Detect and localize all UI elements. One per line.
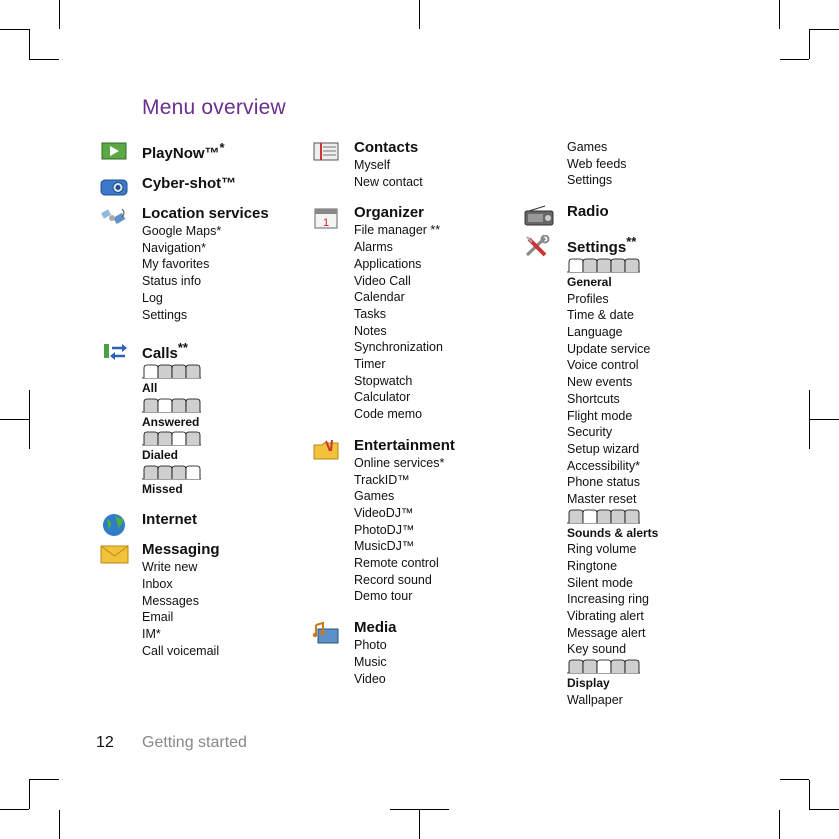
menu-item: Time & date (567, 308, 634, 323)
menu-heading-label: Location services (142, 205, 269, 222)
svg-text:1: 1 (322, 217, 330, 230)
menu-item: Call voicemail (142, 643, 220, 658)
menu-item: Increasing ring (567, 592, 649, 607)
tab-strip-graphic (142, 398, 202, 413)
menu-item: Setup wizard (567, 441, 640, 456)
calendar-icon (312, 206, 342, 228)
menu-item: Timer (354, 357, 386, 372)
calls-icon (100, 341, 130, 363)
menu-item: MusicDJ™ (354, 539, 415, 554)
menu-item: Message alert (567, 625, 646, 640)
menu-heading-label: Cyber-shot™ (142, 175, 237, 192)
tab-strip-graphic (142, 465, 202, 480)
menu-heading-label: Contacts (354, 139, 419, 156)
tab-strip-icon (142, 363, 342, 380)
menu-heading-label: Entertainment (354, 436, 455, 454)
menu-item: Settings (567, 173, 613, 188)
menu-item: PhotoDJ™ (354, 522, 415, 537)
menu-item: Status info (142, 274, 202, 289)
menu-heading-label: PlayNow™ (142, 145, 220, 162)
menu-item: Music (354, 654, 387, 669)
menu-section (354, 437, 554, 605)
menu-item: Ringtone (567, 558, 618, 573)
menu-item: Messages (142, 593, 199, 608)
menu-section (142, 175, 342, 193)
tab-strip-icon (567, 658, 767, 675)
tools-icon (523, 235, 553, 257)
menu-heading-label: Messaging (142, 541, 220, 559)
tab-strip-icon (567, 508, 767, 525)
menu-heading-label: Radio (567, 203, 609, 221)
media-icon (312, 621, 342, 643)
availability-marker: ** (626, 234, 637, 250)
menu-heading (354, 139, 554, 157)
menu-item: New contact (354, 174, 423, 189)
menu-item: Update service (567, 341, 651, 356)
menu-heading (567, 203, 767, 221)
menu-item: Key sound (567, 642, 627, 657)
menu-item: Google Maps* (142, 224, 222, 238)
radio-icon (523, 205, 553, 227)
submenu-tab-label: General (567, 274, 612, 289)
menu-item: Code memo (354, 407, 423, 422)
tab-strip-icon (142, 464, 342, 481)
folder-icon (312, 439, 342, 461)
menu-heading (354, 437, 554, 455)
menu-item: Games (354, 489, 395, 504)
tab-strip-graphic (142, 364, 202, 379)
camera-icon (100, 177, 130, 199)
menu-item: VideoDJ™ (354, 505, 414, 520)
menu-item: Flight mode (567, 408, 633, 423)
submenu-tab-label: Sounds & alerts (567, 525, 659, 540)
menu-heading (142, 541, 342, 559)
menu-item: Log (142, 290, 163, 305)
menu-item: Myself (354, 158, 391, 172)
menu-heading (142, 511, 342, 529)
menu-item: Navigation* (142, 240, 206, 255)
menu-item: Remote control (354, 556, 439, 571)
contacts-icon (312, 141, 342, 163)
menu-heading-label: Organizer (354, 204, 425, 222)
availability-marker: * (219, 140, 225, 155)
menu-item: Online services* (354, 455, 445, 470)
menu-item: Applications (354, 256, 422, 271)
menu-section (567, 203, 767, 221)
menu-item: Wallpaper (567, 692, 623, 707)
submenu-tab-label: Dialed (142, 448, 179, 463)
menu-item: Synchronization (354, 340, 443, 355)
menu-item: Video Call (354, 273, 411, 288)
menu-item: Video (354, 671, 386, 686)
menu-item: Stopwatch (354, 373, 413, 388)
menu-heading-label: Internet (142, 511, 198, 529)
menu-heading (354, 619, 554, 637)
menu-heading-label: Calls (142, 345, 178, 363)
menu-section (567, 233, 767, 708)
menu-item: Email (142, 610, 174, 625)
tab-strip-graphic (567, 258, 641, 273)
menu-section (567, 139, 767, 189)
tab-strip-icon (142, 397, 342, 414)
envelope-icon (100, 543, 130, 565)
menu-item: Ring volume (567, 542, 637, 557)
menu-item: Shortcuts (567, 391, 620, 406)
menu-heading-label: Settings (567, 239, 627, 257)
menu-item: Settings (142, 307, 188, 322)
tab-strip-graphic (142, 431, 202, 446)
menu-item: My favorites (142, 257, 210, 272)
chapter-title: Getting started (142, 734, 247, 751)
menu-heading (142, 339, 342, 363)
tab-strip-graphic (567, 659, 641, 674)
menu-column-3 (567, 139, 767, 708)
tab-strip-graphic (567, 509, 641, 524)
globe-icon (100, 513, 130, 535)
satellite-icon (100, 207, 130, 229)
menu-section (142, 339, 342, 497)
menu-section (354, 619, 554, 687)
menu-item: Tasks (354, 306, 386, 321)
menu-item: Language (567, 325, 623, 340)
menu-item: Games (567, 140, 608, 154)
menu-item: File manager ** (354, 223, 441, 238)
page-number: 12 (96, 734, 114, 751)
menu-item: Phone status (567, 475, 640, 490)
menu-item: Inbox (142, 576, 173, 591)
menu-item: Silent mode (567, 575, 634, 590)
menu-item: Accessibility* (567, 458, 640, 473)
tab-strip-icon (567, 257, 767, 274)
availability-marker: ** (177, 340, 188, 356)
play-icon (100, 141, 130, 163)
menu-item: Record sound (354, 572, 432, 587)
menu-item: Master reset (567, 492, 637, 507)
submenu-tab-label: All (142, 381, 158, 396)
menu-item: IM* (142, 627, 161, 642)
submenu-tab-label: Answered (142, 414, 200, 429)
menu-item: Security (567, 425, 613, 440)
menu-item: New events (567, 375, 633, 390)
menu-section (354, 139, 554, 190)
submenu-tab-label: Display (567, 675, 610, 690)
menu-item: Vibrating alert (567, 609, 644, 624)
menu-item: Demo tour (354, 589, 413, 604)
menu-item: Voice control (567, 358, 639, 373)
menu-heading (142, 175, 342, 193)
menu-item: Photo (354, 638, 387, 653)
menu-item: Calculator (354, 390, 411, 405)
page-title: Menu overview (142, 96, 286, 119)
menu-item: Notes (354, 323, 387, 338)
menu-item: TrackID™ (354, 472, 410, 487)
menu-item: Calendar (354, 290, 405, 305)
menu-heading-label: Media (354, 619, 397, 637)
menu-item: Alarms (354, 240, 393, 255)
menu-item: Write new (142, 560, 198, 575)
menu-section (142, 511, 342, 529)
menu-item: Web feeds (567, 156, 627, 171)
menu-heading (567, 233, 767, 257)
submenu-tab-label: Missed (142, 481, 183, 496)
menu-item: Profiles (567, 291, 609, 306)
